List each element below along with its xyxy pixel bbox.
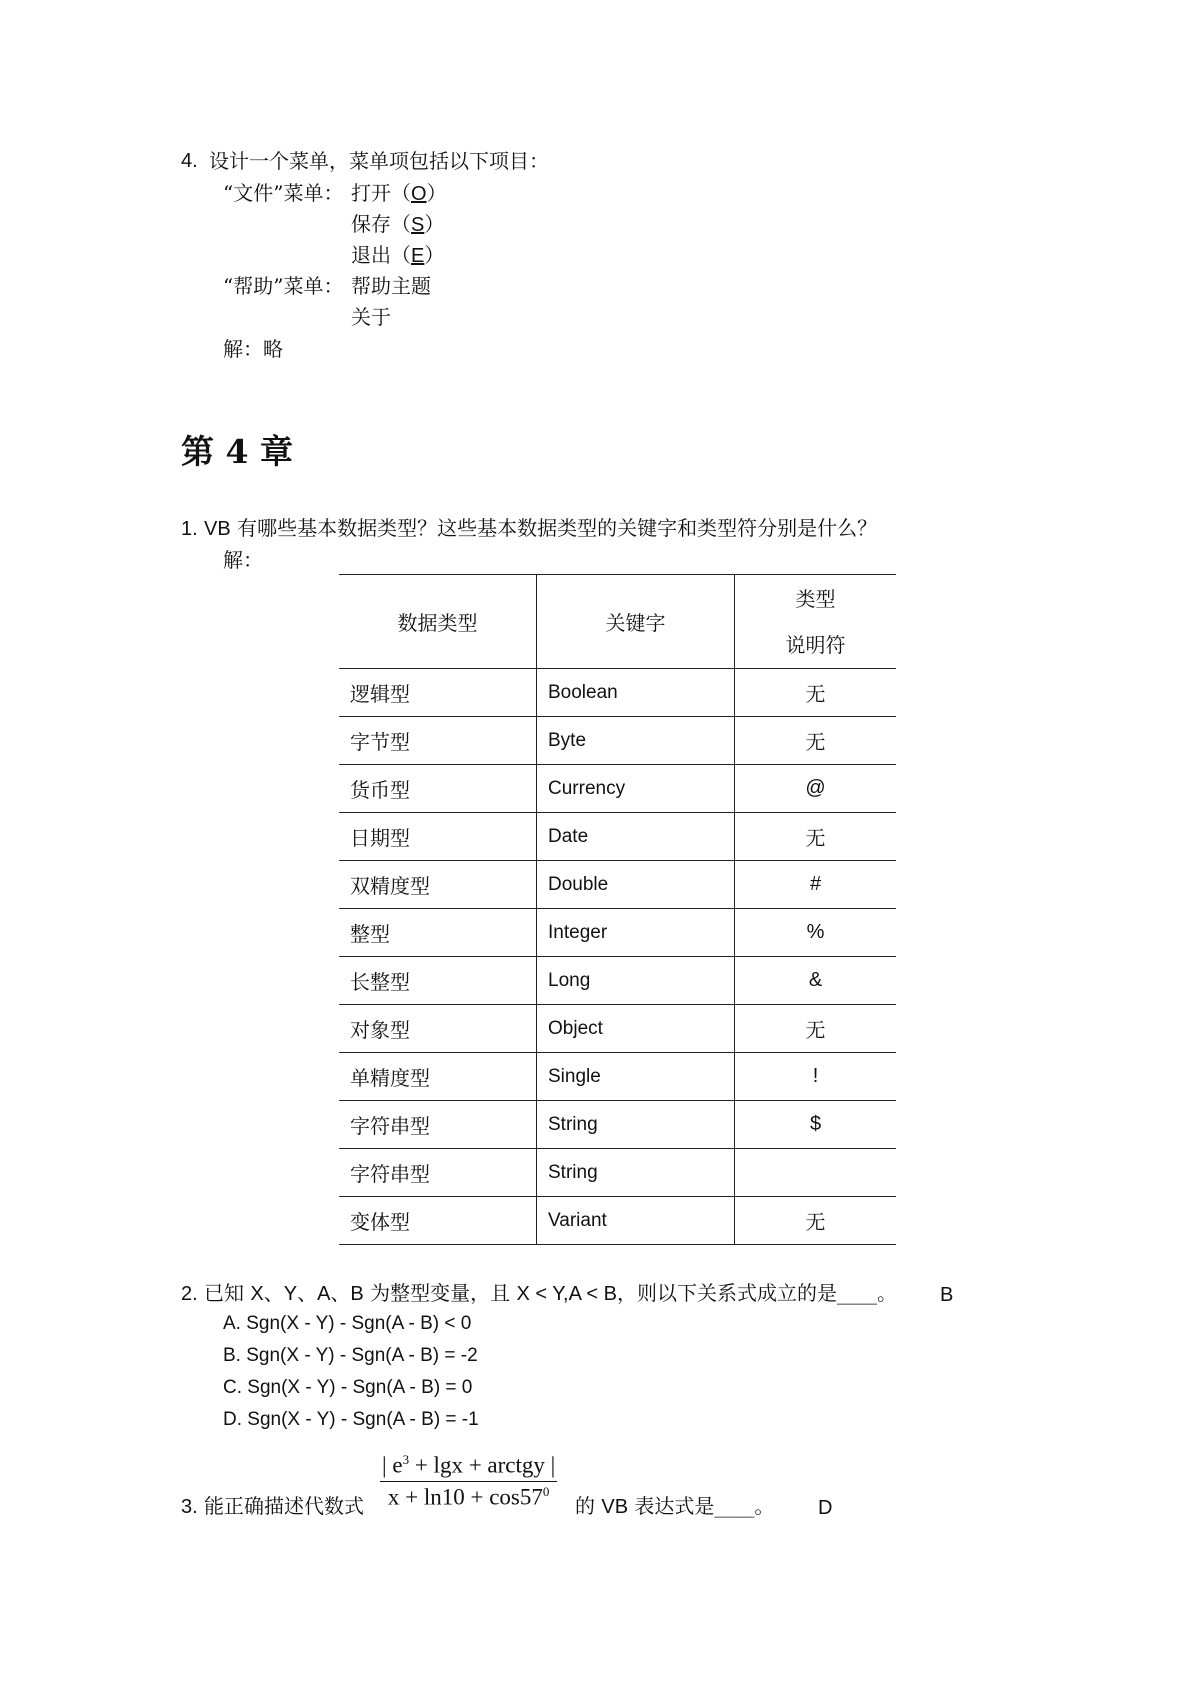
cell-specifier: 无	[735, 717, 897, 765]
table-row	[339, 1005, 896, 1053]
cell-type: 变体型	[339, 1197, 537, 1245]
access-key-o: O	[411, 183, 427, 205]
table-row	[339, 957, 896, 1005]
cell-type: 单精度型	[339, 1053, 537, 1101]
cell-type: 双精度型	[339, 861, 537, 909]
menu-item-help-topics: 帮助主题	[351, 274, 431, 298]
cell-specifier: 无	[735, 813, 897, 861]
cell-specifier	[735, 1149, 897, 1197]
fraction-denominator: $x + \ln 10 + \cos 57^0$	[387, 1483, 550, 1510]
cell-keyword: Variant	[537, 1197, 735, 1245]
cell-specifier: 无	[735, 1197, 897, 1245]
cell-keyword: Object	[537, 1005, 735, 1053]
table-row	[339, 1101, 896, 1149]
header-data-type: 数据类型	[339, 575, 537, 669]
cell-keyword: String	[537, 1149, 735, 1197]
cell-type: 逻辑型	[339, 669, 537, 717]
cell-type: 字符串型	[339, 1101, 537, 1149]
cell-keyword: Single	[537, 1053, 735, 1101]
chapter-title: 第 4 章	[181, 432, 293, 471]
q2-option-c: C. Sgn(X - Y) - Sgn(A - B) = 0	[223, 1377, 473, 1398]
cell-keyword: Currency	[537, 765, 735, 813]
q4-answer: 解：略	[223, 337, 283, 361]
fraction-numerator: | $e^3 + \lg x$ + arctgy |	[380, 1452, 557, 1482]
q3-prefix: 3. 能正确描述代数式	[181, 1494, 365, 1518]
cell-specifier: 无	[735, 1005, 897, 1053]
cell-keyword: Double	[537, 861, 735, 909]
cell-specifier: #	[735, 861, 897, 909]
q1-text: 1. VB 有哪些基本数据类型？这些基本数据类型的关键字和类型符分别是什么？	[181, 516, 878, 540]
cell-specifier: @	[735, 765, 897, 813]
table-row	[339, 669, 896, 717]
cell-keyword: String	[537, 1101, 735, 1149]
cell-keyword: Boolean	[537, 669, 735, 717]
q2-text: 2. 已知 X、Y、A、B 为整型变量，且 X < Y,A < B，则以下关系式成立的是____。	[181, 1281, 897, 1305]
cell-type: 货币型	[339, 765, 537, 813]
cell-specifier: 无	[735, 669, 897, 717]
header-keyword: 关键字	[537, 575, 735, 669]
cell-type: 整型	[339, 909, 537, 957]
table-row	[339, 717, 896, 765]
q2-answer: B	[940, 1284, 954, 1306]
cell-keyword: Date	[537, 813, 735, 861]
menu-item-about: 关于	[351, 305, 391, 329]
q3-answer: D	[818, 1497, 833, 1519]
cell-specifier: $	[735, 1101, 897, 1149]
cell-specifier: &	[735, 957, 897, 1005]
cell-keyword: Long	[537, 957, 735, 1005]
table-row	[339, 813, 896, 861]
cell-type: 字符串型	[339, 1149, 537, 1197]
q2-option-b: B. Sgn(X - Y) - Sgn(A - B) = -2	[223, 1345, 478, 1366]
table-row	[339, 909, 896, 957]
table-header-row	[339, 575, 896, 669]
menu-item-exit: 退出（E）	[351, 243, 445, 267]
help-menu-label: “帮助”菜单：	[223, 274, 344, 298]
table-row	[339, 1149, 896, 1197]
menu-item-save: 保存（S）	[351, 212, 445, 236]
access-key-s: S	[411, 214, 425, 236]
q2-option-a: A. Sgn(X - Y) - Sgn(A - B) < 0	[223, 1313, 472, 1334]
data-types-table	[339, 574, 896, 1245]
table-row	[339, 1053, 896, 1101]
table-row	[339, 861, 896, 909]
q1-answer-label: 解：	[223, 548, 263, 572]
cell-specifier: %	[735, 909, 897, 957]
cell-type: 字节型	[339, 717, 537, 765]
access-key-e: E	[411, 245, 425, 267]
table-row	[339, 765, 896, 813]
cell-specifier: !	[735, 1053, 897, 1101]
cell-type: 日期型	[339, 813, 537, 861]
header-type-specifier: 类型 说明符	[735, 575, 897, 669]
q2-option-d: D. Sgn(X - Y) - Sgn(A - B) = -1	[223, 1409, 479, 1430]
menu-item-open: 打开（O）	[351, 181, 447, 205]
file-menu-label: “文件”菜单：	[223, 181, 344, 205]
q4-text: 设计一个菜单，菜单项包括以下项目：	[209, 149, 549, 173]
algebraic-fraction	[380, 1452, 557, 1510]
cell-keyword: Byte	[537, 717, 735, 765]
q4-number: 4.	[181, 150, 198, 172]
q3-suffix: 的 VB 表达式是____。	[575, 1494, 775, 1518]
table-row	[339, 1197, 896, 1245]
cell-type: 对象型	[339, 1005, 537, 1053]
cell-keyword: Integer	[537, 909, 735, 957]
cell-type: 长整型	[339, 957, 537, 1005]
